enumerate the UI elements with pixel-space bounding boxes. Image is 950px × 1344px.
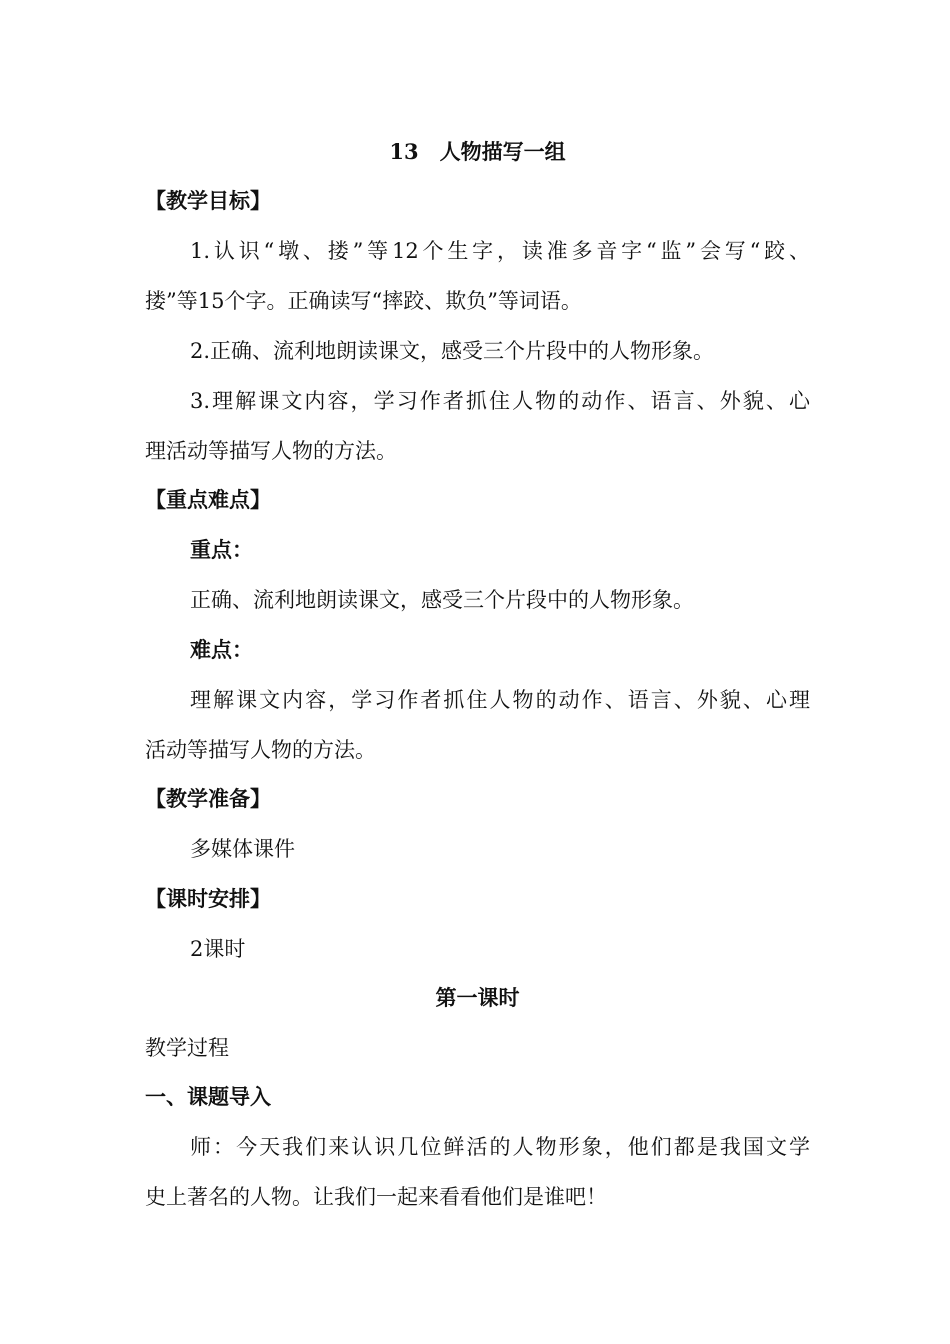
difficulty-label: 难点：: [190, 637, 253, 662]
focus-text: 正确、流利地朗读课文，感受三个片段中的人物形象。: [190, 588, 694, 612]
document-title: 13 人物描写一组: [389, 139, 566, 164]
intro-line-2: 史上著名的人物。让我们一起来看看他们是谁吧！: [145, 1185, 607, 1209]
preparation-text: 多媒体课件: [190, 837, 295, 861]
intro-line-1: 师：今天我们来认识几位鲜活的人物形象，他们都是我国文学: [190, 1135, 810, 1159]
section-1-heading: 一、课题导入: [145, 1084, 271, 1109]
preparation-heading: 【教学准备】: [145, 786, 271, 811]
schedule-heading: 【课时安排】: [145, 886, 271, 911]
difficulty-line-1: 理解课文内容，学习作者抓住人物的动作、语言、外貌、心理: [190, 688, 810, 712]
objective-2: 2.正确、流利地朗读课文，感受三个片段中的人物形象。: [190, 339, 715, 363]
key-points-heading: 【重点难点】: [145, 487, 271, 512]
lesson-1-heading: 第一课时: [435, 985, 520, 1010]
objective-3-line-1: 3.理解课文内容，学习作者抓住人物的动作、语言、外貌、心: [190, 389, 810, 413]
process-label: 教学过程: [145, 1036, 229, 1060]
objectives-heading: 【教学目标】: [145, 188, 271, 213]
objective-1-line-1: 1.认识“墩、搂”等12个生字，读准多音字“监”会写“跤、: [190, 239, 810, 263]
focus-label: 重点：: [190, 537, 253, 562]
objective-3-line-2: 理活动等描写人物的方法。: [145, 439, 397, 463]
difficulty-line-2: 活动等描写人物的方法。: [145, 738, 376, 762]
objective-1-line-2: 搂”等15个字。正确读写“摔跤、欺负”等词语。: [145, 289, 582, 313]
schedule-text: 2课时: [190, 937, 246, 961]
